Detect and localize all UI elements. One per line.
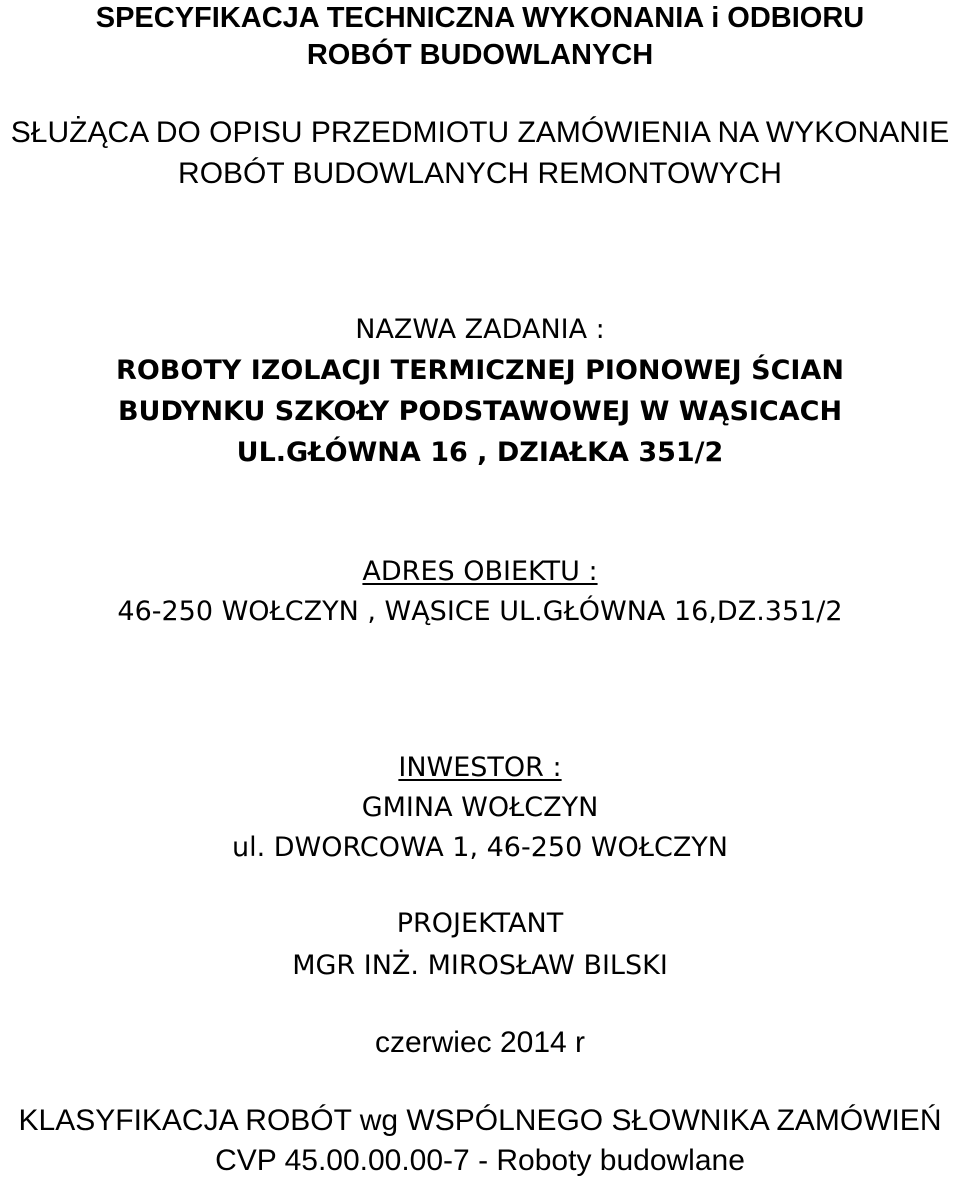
- designer-name: MGR INŻ. MIROSŁAW BILSKI: [292, 950, 668, 981]
- document-title-line-1: SPECYFIKACJA TECHNICZNA WYKONANIA i ODBIORU: [95, 2, 865, 34]
- document-subtitle-line-1: SŁUŻĄCA DO OPISU PRZEDMIOTU ZAMÓWIENIA NA WYKONANIE: [10, 116, 950, 149]
- task-name-line-2: BUDYNKU SZKOŁY PODSTAWOWEJ W WĄSICACH: [117, 396, 843, 427]
- investor-address: ul. DWORCOWA 1, 46-250 WOŁCZYN: [231, 832, 729, 863]
- document-date: czerwiec 2014 r: [374, 1026, 586, 1059]
- investor-label: [0, 754, 960, 781]
- task-name-label: NAZWA ZADANIA :: [355, 314, 605, 345]
- document-title-line-2: ROBÓT BUDOWLANYCH: [306, 39, 654, 71]
- investor-name: GMINA WOŁCZYN: [361, 792, 599, 823]
- classification-line-2: CVP 45.00.00.00-7 - Roboty budowlane: [215, 1144, 745, 1177]
- document-subtitle-line-2: ROBÓT BUDOWLANYCH REMONTOWYCH: [178, 157, 782, 190]
- designer-label: PROJEKTANT: [396, 908, 564, 939]
- task-name-line-1: ROBOTY IZOLACJI TERMICZNEJ PIONOWEJ ŚCIAN: [116, 355, 844, 386]
- address-value: 46-250 WOŁCZYN , WĄSICE UL.GŁÓWNA 16,DZ.351/2: [117, 596, 843, 627]
- task-name-line-3: UL.GŁÓWNA 16 , DZIAŁKA 351/2: [236, 437, 724, 468]
- investor-label-text: INWESTOR :: [398, 752, 562, 783]
- address-label: [0, 558, 960, 585]
- address-label-text: ADRES OBIEKTU :: [362, 556, 598, 587]
- classification-line-1: KLASYFIKACJA ROBÓT wg WSPÓLNEGO SŁOWNIKA ZAMÓWIEŃ: [18, 1104, 942, 1137]
